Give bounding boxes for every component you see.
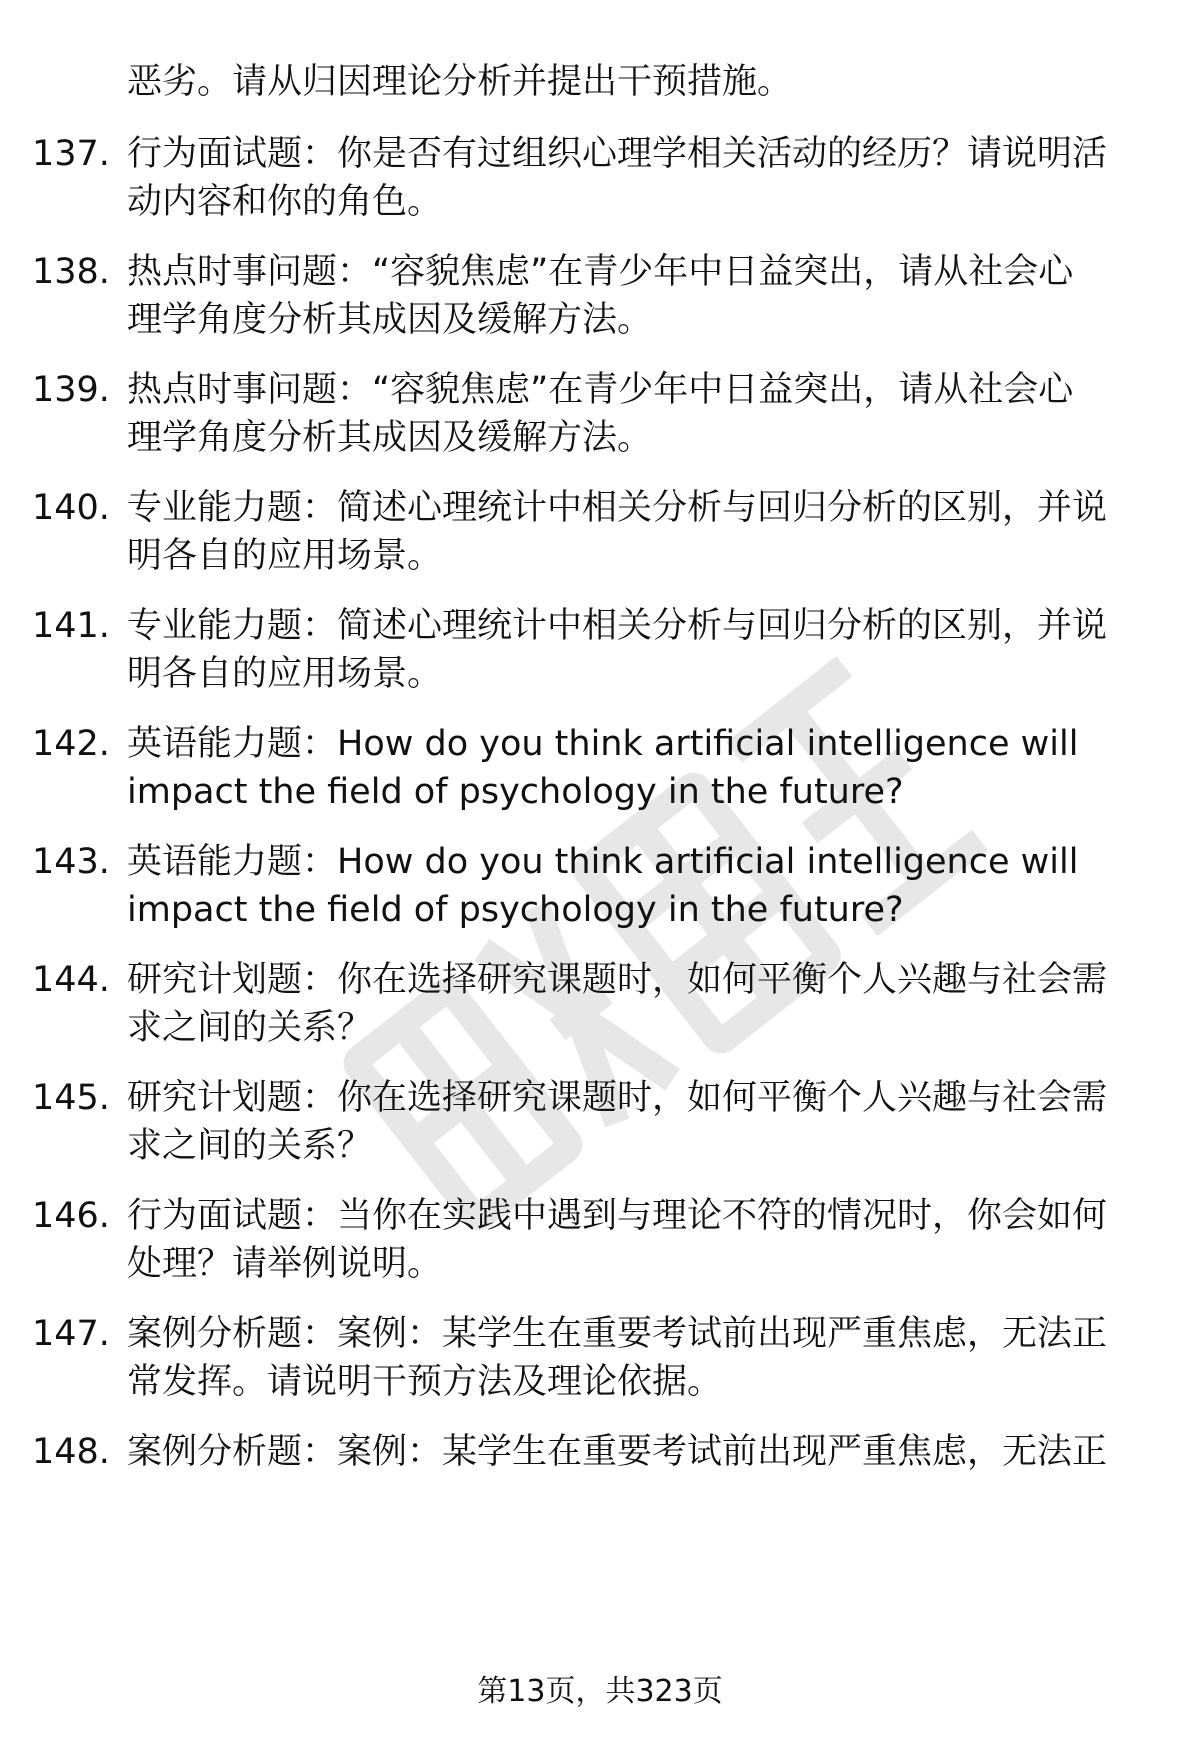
question-text-line: 求之间的关系？ — [127, 1126, 373, 1166]
question-text-line: 热点时事问题：“容貌焦虑”在青少年中日益突出，请从社会心 — [127, 252, 1074, 292]
question-text-line: 专业能力题：简述心理统计中相关分析与回归分析的区别，并说 — [127, 488, 1108, 528]
question-number: 138. — [32, 252, 110, 292]
question-text — [127, 720, 1147, 816]
question-text — [127, 602, 1147, 698]
question-number: 142. — [32, 724, 110, 764]
question-text-line: 求之间的关系？ — [127, 1008, 373, 1048]
question-number: 139. — [32, 370, 110, 410]
question-text-line: 常发挥。请说明干预方法及理论依据。 — [127, 1362, 723, 1402]
question-text-line: 英语能力题：How do you think artificial intelligence will — [127, 724, 1079, 764]
question-text-line: 理学角度分析其成因及缓解方法。 — [127, 418, 653, 458]
question-text-line: 处理？请举例说明。 — [127, 1244, 443, 1284]
question-text-line: 英语能力题：How do you think artificial intelligence will — [127, 842, 1079, 882]
question-text-line: 明各自的应用场景。 — [127, 654, 443, 694]
question-text-line: 专业能力题：简述心理统计中相关分析与回归分析的区别，并说 — [127, 606, 1108, 646]
question-number: 141. — [32, 606, 110, 646]
question-text — [127, 956, 1147, 1052]
question-text — [127, 1310, 1147, 1406]
question-text — [127, 130, 1147, 226]
question-text-line: 热点时事问题：“容貌焦虑”在青少年中日益突出，请从社会心 — [127, 370, 1074, 410]
question-text-line: 动内容和你的角色。 — [127, 182, 443, 222]
question-number: 140. — [32, 488, 110, 528]
question-text-line: 明各自的应用场景。 — [127, 536, 443, 576]
question-text — [127, 1074, 1147, 1170]
question-text-line: 案例分析题：案例：某学生在重要考试前出现严重焦虑，无法正 — [127, 1314, 1108, 1354]
question-text — [127, 1428, 1147, 1476]
question-text-line: 理学角度分析其成因及缓解方法。 — [127, 300, 653, 340]
question-number: 148. — [32, 1432, 110, 1472]
question-text-line: 案例分析题：案例：某学生在重要考试前出现严重焦虑，无法正 — [127, 1432, 1108, 1472]
question-text — [127, 366, 1147, 462]
question-text — [127, 484, 1147, 580]
question-text — [127, 248, 1147, 344]
question-number: 146. — [32, 1196, 110, 1236]
question-text-line: 研究计划题：你在选择研究课题时，如何平衡个人兴趣与社会需 — [127, 1078, 1108, 1118]
question-number: 147. — [32, 1314, 110, 1354]
question-text — [127, 838, 1147, 934]
question-number: 145. — [32, 1078, 110, 1118]
question-text — [127, 1192, 1147, 1288]
page-number-footer: 第13页，共323页 — [477, 1674, 723, 1709]
question-text-line: 研究计划题：你在选择研究课题时，如何平衡个人兴趣与社会需 — [127, 960, 1108, 1000]
question-number: 144. — [32, 960, 110, 1000]
question-text-line: 行为面试题：你是否有过组织心理学相关活动的经历？请说明活 — [127, 134, 1108, 174]
question-text-line: impact the field of psychology in the future? — [127, 890, 904, 930]
continued-question-text: 恶劣。请从归因理论分析并提出干预措施。 — [127, 62, 793, 102]
question-number: 143. — [32, 842, 110, 882]
question-number: 137. — [32, 134, 110, 174]
question-text-line: impact the field of psychology in the future? — [127, 772, 904, 812]
question-text-line: 行为面试题：当你在实践中遇到与理论不符的情况时，你会如何 — [127, 1196, 1108, 1236]
